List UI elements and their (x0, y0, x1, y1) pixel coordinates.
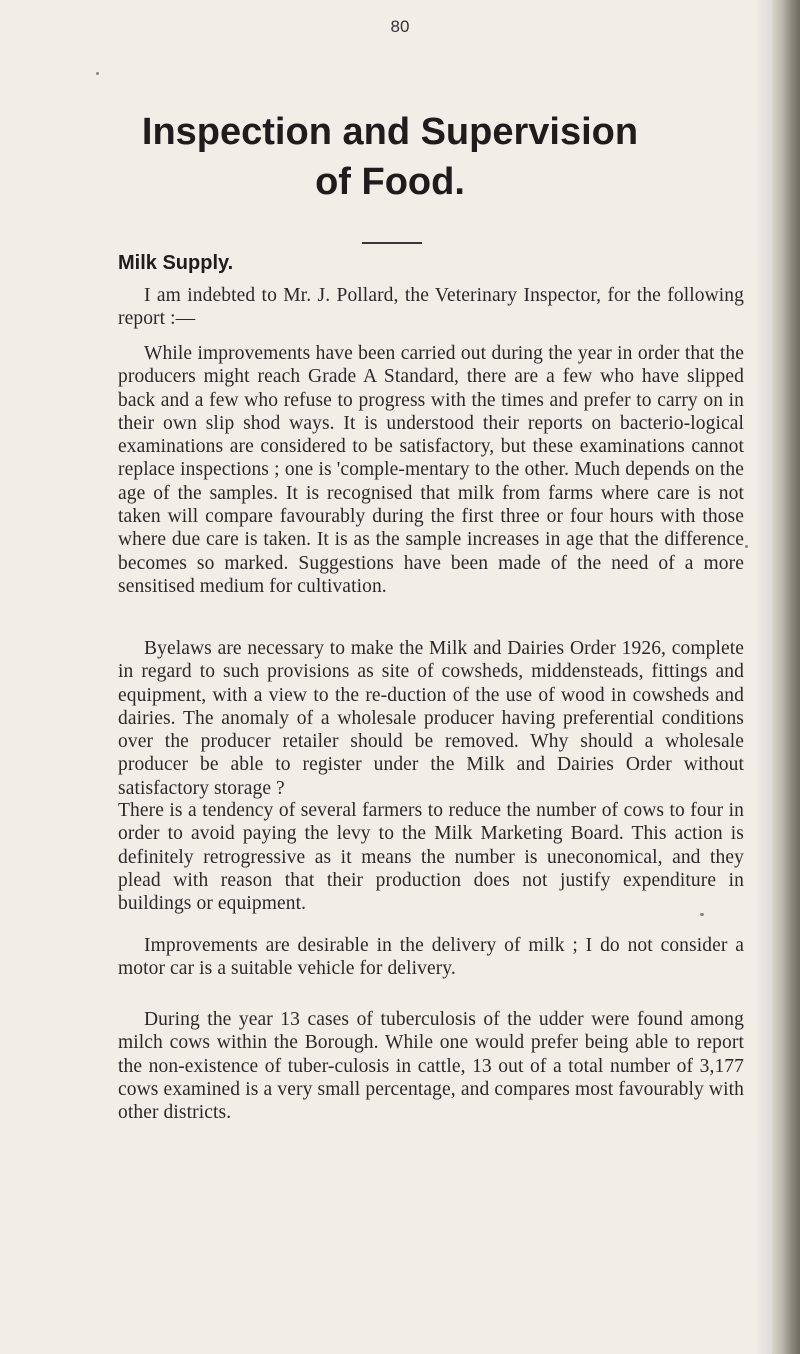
paragraph-delivery: Improvements are desirable in the delivery of milk ; I do not consider a motor car is a suitable vehicle for delivery. (118, 935, 744, 980)
title-divider (362, 242, 422, 244)
binding-edge (772, 0, 800, 1354)
paragraph-levy: There is a tendency of several farmers to reduce the number of cows to four in order to avoid paying the levy to the Milk Marketing Board. This action is definitely retrogressive as it means the number is uneconomical, and they plead with reason that their production does not justify expenditure in buildings or equipment. (118, 800, 744, 915)
paper-speck (745, 545, 748, 548)
binding-shadow (754, 0, 772, 1354)
page-number: 80 (390, 17, 410, 36)
paragraph-improvements: While improvements have been carried out during the year in order that the producers might reach Grade A Standard, there are a few who have slipped back and a few who refuse to progress with the times and prefer to carry on in their own slip shod ways. It is understood their reports on bacterio-logical examinations are considered to be satisfactory, but these examinations cannot replace inspections ; one is 'comple-mentary to the other. Much depends on the age of the samples. It is recognised that milk from farms where care is not taken will compare favourably during the first three or four hours with those where due care is taken. It is as the sample increases in age that the difference becomes so marked. Suggestions have been made of the need of a more sensitised medium for cultivation. (118, 343, 744, 597)
paper-speck (96, 72, 99, 75)
paragraph-byelaws: Byelaws are necessary to make the Milk and Dairies Order 1926, complete in regard to such provisions as site of cowsheds, middensteads, fittings and equipment, with a view to the re-duction of the use of wood in cowsheds and dairies. The anomaly of a wholesale producer having preferential conditions over the producer retailer should be removed. Why should a wholesale producer be able to register under the Milk and Dairies Order without satisfactory storage ? (118, 638, 744, 799)
title-line-2: of Food. (315, 161, 465, 203)
paragraph-tuberculosis: During the year 13 cases of tuberculosis of the udder were found among milch cows within the Borough. While one would prefer being able to report the non-existence of tuber-culosis in cattle, 13 out of a total number of 3,177 cows examined is a very small percentage, and compares most favourably with other districts. (118, 1009, 744, 1124)
section-heading: Milk Supply. (118, 252, 234, 274)
title-line-1: Inspection and Supervision (141, 111, 639, 153)
paper-speck (700, 913, 704, 916)
paragraph-intro: I am indebted to Mr. J. Pollard, the Veterinary Inspector, for the following report :— (118, 285, 744, 330)
page-title (100, 107, 680, 207)
